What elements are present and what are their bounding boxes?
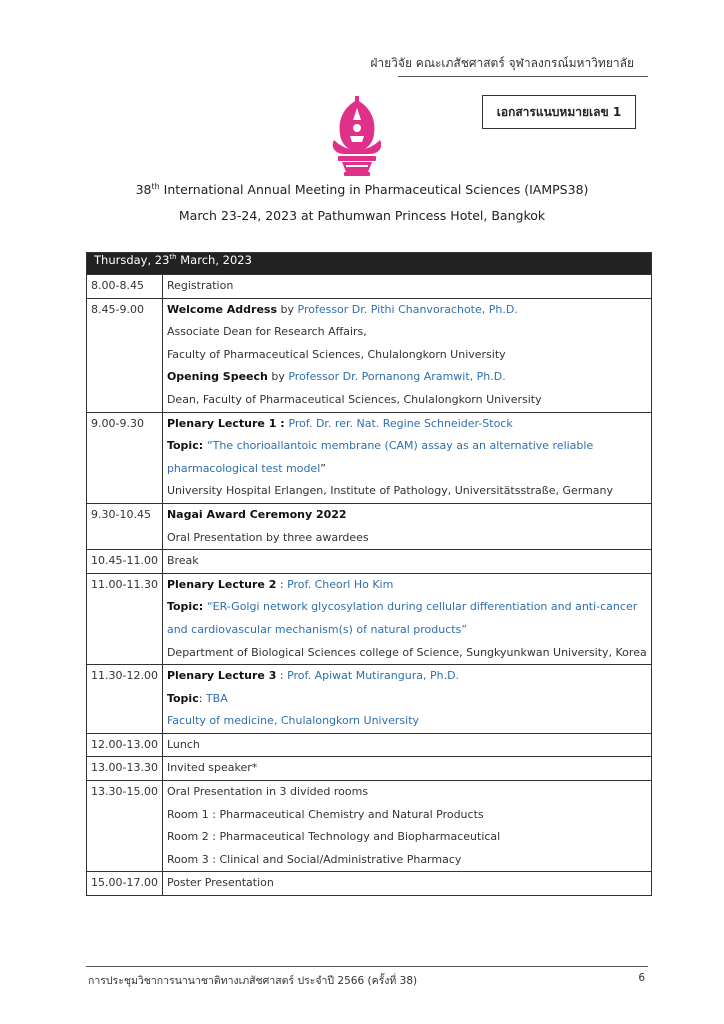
time-cell: 9.00-9.30 (87, 412, 163, 503)
attachment-label: เอกสารแนบหมายเลข 1 (482, 95, 636, 129)
time-cell: 11.30-12.00 (87, 665, 163, 734)
university-emblem-icon (326, 94, 388, 178)
page-number: 6 (638, 972, 645, 984)
table-row (87, 275, 652, 299)
session-cell: Plenary Lecture 1 : Prof. Dr. rer. Nat. Regine Schneider-Stock Topic: “The chorioallantoic membrane (CAM) assay as an alternative reliable pharmacological test model” University Hospital Erlangen, Institute of Pathology, Universitätsstraße, Germany (162, 412, 651, 503)
session-cell: Nagai Award Ceremony 2022 Oral Presentation by three awardees (162, 503, 651, 549)
meeting-date-venue: March 23-24, 2023 at Pathumwan Princess Hotel, Bangkok (178, 208, 546, 223)
session-cell: Welcome Address by Professor Dr. Pithi Chanvorachote, Ph.D. Associate Dean for Research Affairs, Faculty of Pharmaceutical Sciences, Chulalongkorn University Opening Speech by Professor Dr. Pornanong Aramwit, Ph.D. Dean, Faculty of Pharmaceutical Sciences, Chulalongkorn University (162, 298, 651, 412)
time-cell: 8.00-8.45 (87, 275, 163, 299)
table-header-row (87, 253, 652, 275)
table-row (87, 550, 652, 574)
table-row (87, 872, 652, 896)
table-row (87, 412, 652, 503)
session-cell: Poster Presentation (162, 872, 651, 896)
time-cell: 15.00-17.00 (87, 872, 163, 896)
meeting-title: 38th International Annual Meeting in Pharmaceutical Sciences (IAMPS38) (135, 182, 589, 198)
table-row (87, 665, 652, 734)
session-cell: Plenary Lecture 2 : Prof. Cheorl Ho Kim Topic: “ER-Golgi network glycosylation during cellular differentiation and anti-cancer and cardiovascular mechanism(s) of natural products” Department of Biological Sciences college of Science, Sungkyunkwan University, Korea (162, 573, 651, 664)
time-cell: 12.00-13.00 (87, 733, 163, 757)
session-cell: Oral Presentation in 3 divided rooms Room 1 : Pharmaceutical Chemistry and Natural Products Room 2 : Pharmaceutical Technology and Biopharmaceutical Room 3 : Clinical and Social/Administrative Pharmacy (162, 781, 651, 872)
time-cell: 10.45-11.00 (87, 550, 163, 574)
session-cell: Break (162, 550, 651, 574)
session-cell: Plenary Lecture 3 : Prof. Apiwat Mutirangura, Ph.D. Topic: TBA Faculty of medicine, Chulalongkorn University (162, 665, 651, 734)
header-divider (398, 76, 648, 77)
footer-divider (86, 966, 648, 967)
department-header: ฝ่ายวิจัย คณะเภสัชศาสตร์ จุฬาลงกรณ์มหาวิทยาลัย (370, 56, 634, 70)
table-row (87, 503, 652, 549)
time-cell: 8.45-9.00 (87, 298, 163, 412)
schedule-table (86, 252, 652, 896)
time-cell: 11.00-11.30 (87, 573, 163, 664)
table-row (87, 298, 652, 412)
time-cell: 13.00-13.30 (87, 757, 163, 781)
time-cell: 13.30-15.00 (87, 781, 163, 872)
table-row (87, 573, 652, 664)
session-cell: Registration (162, 275, 651, 299)
table-row (87, 757, 652, 781)
session-cell: Lunch (162, 733, 651, 757)
day-header: Thursday, 23th March, 2023 (87, 253, 652, 275)
table-row (87, 781, 652, 872)
session-cell: Invited speaker* (162, 757, 651, 781)
table-row (87, 733, 652, 757)
footer-text: การประชุมวิชาการนานาชาติทางเภสัชศาสตร์ ประจำปี 2566 (ครั้งที่ 38) (88, 975, 418, 987)
time-cell: 9.30-10.45 (87, 503, 163, 549)
